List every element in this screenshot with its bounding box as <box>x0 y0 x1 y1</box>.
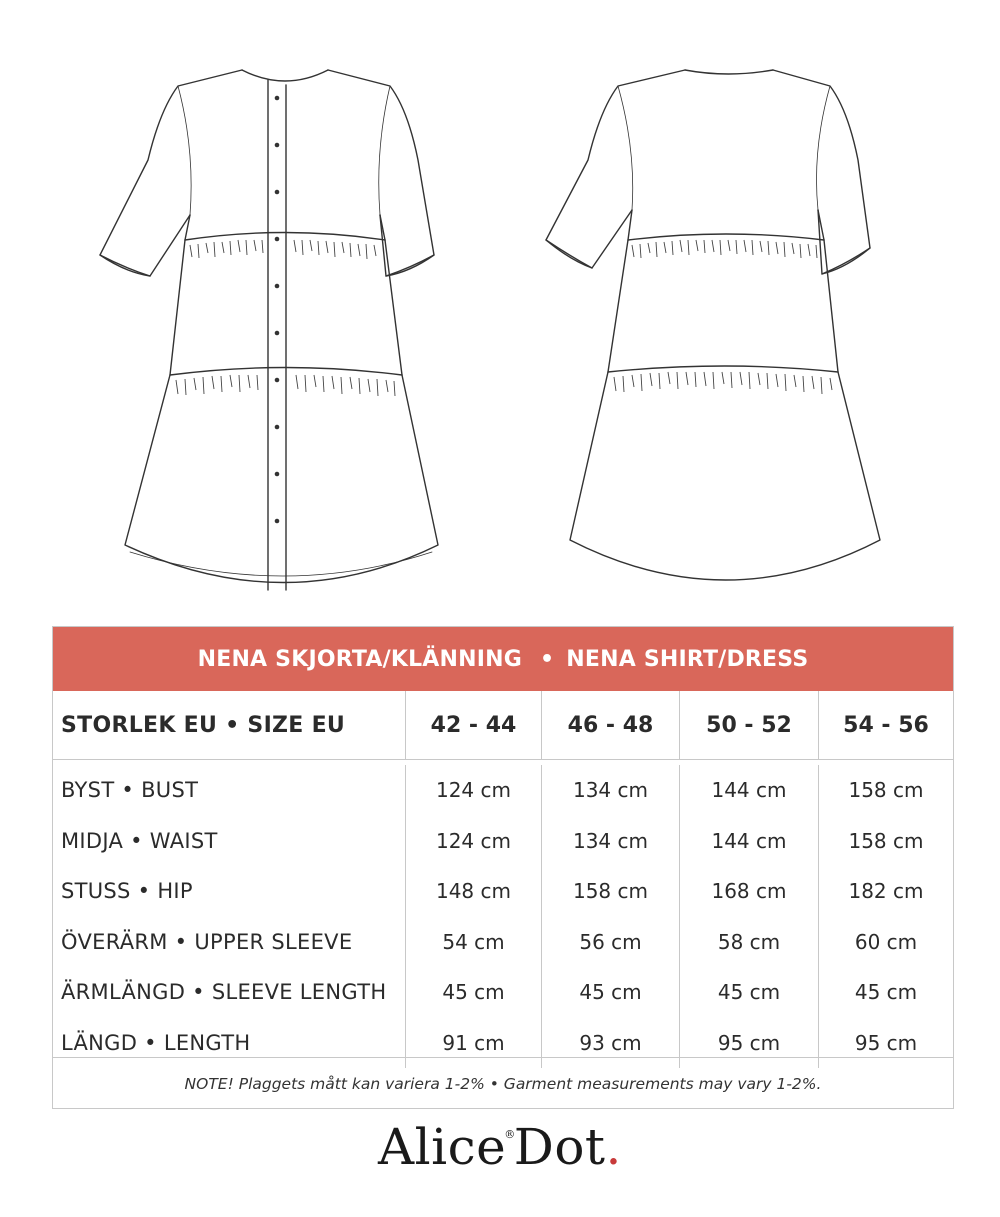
row-label: STUSS • HIP <box>61 879 193 904</box>
table-row <box>53 816 953 867</box>
brand-name-part1: Alice <box>378 1118 507 1176</box>
dress-front-sketch <box>90 0 440 600</box>
table-cell: 144 cm <box>679 816 818 867</box>
table-cell: 134 cm <box>541 765 679 816</box>
table-grid <box>53 691 953 1067</box>
table-cell: 134 cm <box>541 816 679 867</box>
size-chart-table <box>52 626 954 1109</box>
table-cell: 124 cm <box>405 816 541 867</box>
table-body <box>53 765 953 1067</box>
table-row <box>53 866 953 917</box>
table-cell: 124 cm <box>405 765 541 816</box>
table-row <box>53 967 953 1018</box>
table-cell: 45 cm <box>818 967 953 1018</box>
table-cell: 91 cm <box>405 1018 541 1069</box>
table-cell: 45 cm <box>405 967 541 1018</box>
size-header-label: STORLEK EU • SIZE EU <box>61 712 346 738</box>
registered-mark: ® <box>504 1128 516 1141</box>
table-cell: 54 cm <box>405 917 541 968</box>
brand-dot: . <box>605 1118 622 1176</box>
table-cell: 182 cm <box>818 866 953 917</box>
table-cell: 158 cm <box>541 866 679 917</box>
brand-logo <box>0 1118 1000 1176</box>
table-cell: 95 cm <box>818 1018 953 1069</box>
brand-name-part2: Dot <box>513 1118 606 1176</box>
table-cell: 58 cm <box>679 917 818 968</box>
table-title-bar <box>53 627 953 691</box>
size-header-54-56: 54 - 56 <box>818 691 953 759</box>
row-label: LÄNGD • LENGTH <box>61 1030 251 1055</box>
table-header-row <box>53 691 953 760</box>
dress-back-sketch <box>540 0 890 600</box>
table-cell: 93 cm <box>541 1018 679 1069</box>
row-label: ÄRMLÄNGD • SLEEVE LENGTH <box>61 980 387 1005</box>
table-cell: 60 cm <box>818 917 953 968</box>
row-label: BYST • BUST <box>61 778 199 803</box>
table-cell: 45 cm <box>679 967 818 1018</box>
title-swedish: NENA SKJORTA/KLÄNNING <box>197 646 523 672</box>
table-cell: 148 cm <box>405 866 541 917</box>
title-separator: • <box>540 646 555 672</box>
measurement-note: NOTE! Plaggets mått kan variera 1-2% • Garment measurements may vary 1-2%. <box>53 1057 953 1109</box>
row-label: ÖVERÄRM • UPPER SLEEVE <box>61 929 353 954</box>
table-cell: 56 cm <box>541 917 679 968</box>
table-cell: 144 cm <box>679 765 818 816</box>
table-cell: 45 cm <box>541 967 679 1018</box>
table-row <box>53 765 953 816</box>
table-row <box>53 917 953 968</box>
table-cell: 168 cm <box>679 866 818 917</box>
size-header-50-52: 50 - 52 <box>679 691 818 759</box>
title-english: NENA SHIRT/DRESS <box>566 646 809 672</box>
table-cell: 158 cm <box>818 765 953 816</box>
table-cell: 158 cm <box>818 816 953 867</box>
table-cell: 95 cm <box>679 1018 818 1069</box>
row-label: MIDJA • WAIST <box>61 828 218 853</box>
size-header-46-48: 46 - 48 <box>541 691 679 759</box>
size-header-42-44: 42 - 44 <box>405 691 541 759</box>
